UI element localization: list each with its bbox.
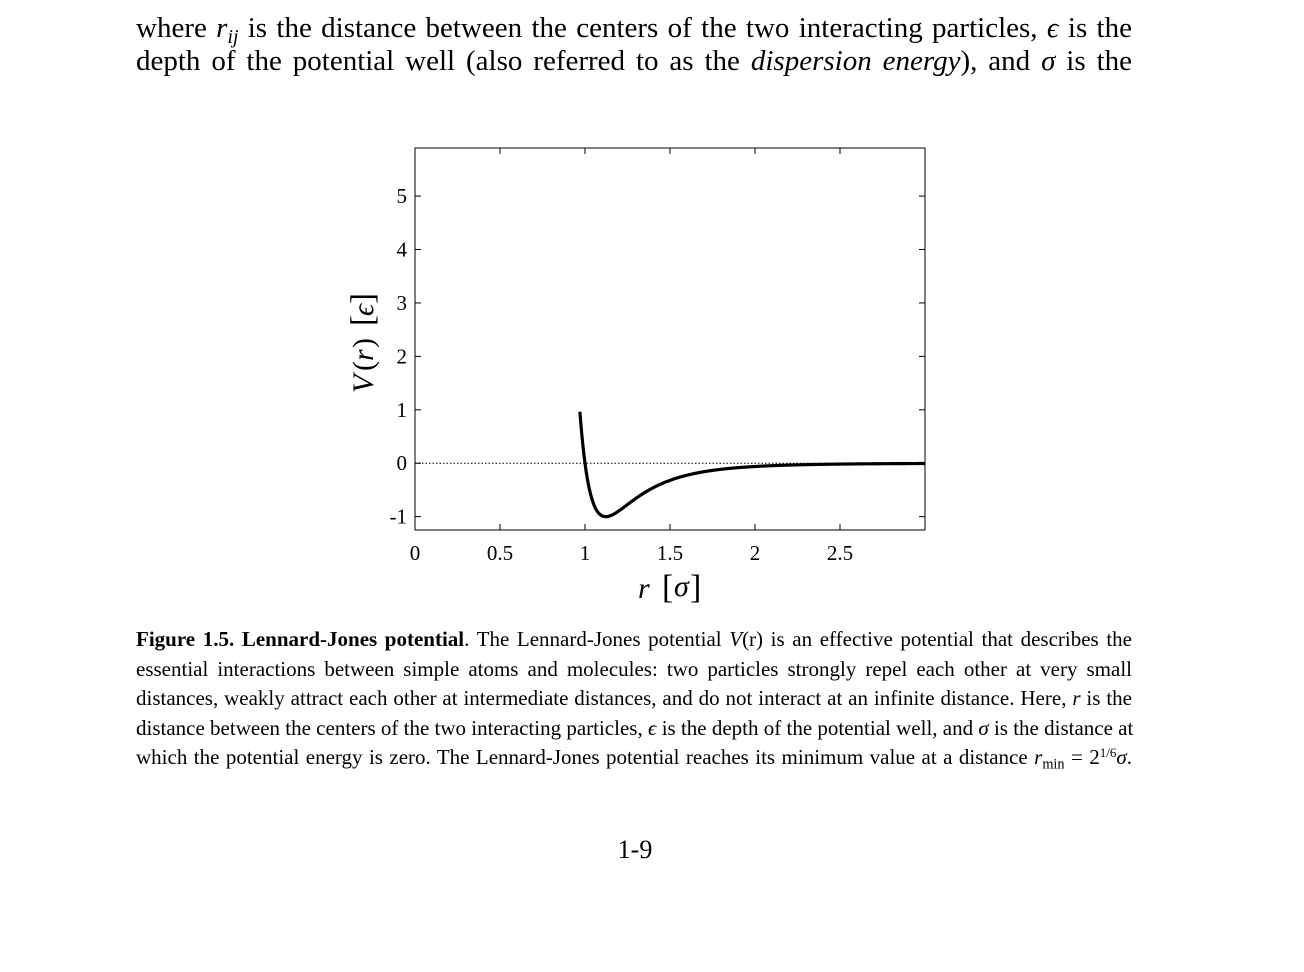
caption-line-3 <box>136 684 1132 714</box>
symbol-V: V <box>729 627 743 651</box>
symbol-r: r <box>216 12 228 44</box>
x-tick-label: 2 <box>749 541 761 565</box>
axis-ticks <box>415 148 925 530</box>
axis-tick-labels <box>390 184 854 565</box>
term-dispersion-energy: dispersion energy <box>750 45 961 77</box>
x-axis-label-r: r <box>638 572 650 605</box>
subscript-ij: ij <box>227 25 239 48</box>
caption-text: . The Lennard-Jones potential <box>464 627 730 651</box>
caption-text: distance between the centers of the two interacting particles, <box>136 715 648 740</box>
plot-frame <box>415 148 925 530</box>
intro-text: is the <box>1055 45 1132 77</box>
intro-line-2 <box>136 45 1132 78</box>
x-tick-label: 1 <box>579 541 591 565</box>
caption-label: Figure 1.5. Lennard-Jones potential <box>136 627 465 651</box>
intro-text: is the distance between the centers of the two interacting particles, <box>238 12 1047 44</box>
caption-text: essential interactions between simple atoms and molecules: two particles strongly repel each other at very small <box>136 656 1132 681</box>
intro-text: depth of the potential well (also referred to as the <box>136 45 751 77</box>
caption-text: = 2 <box>1064 745 1100 770</box>
caption-text: is the <box>1080 686 1132 711</box>
intro-text: is the <box>1058 12 1132 44</box>
caption-line-2 <box>136 655 1132 685</box>
symbol-r-paren: (r) <box>742 627 764 651</box>
symbol-r: r <box>1034 745 1043 770</box>
caption-line-5 <box>136 743 1132 773</box>
y-axis-label-epsilon: ϵ <box>347 303 380 316</box>
page-number: 1-9 <box>617 835 653 864</box>
caption-text: . <box>1126 745 1132 770</box>
symbol-sigma: σ <box>1116 745 1127 770</box>
y-axis-label-V: V <box>347 374 380 393</box>
symbol-epsilon: ϵ <box>647 715 657 740</box>
intro-paragraph <box>136 12 1132 78</box>
y-axis-label-r: r <box>347 349 380 361</box>
potential-curve <box>580 412 925 517</box>
exponent-1-6: 1/6 <box>1099 745 1117 761</box>
y-tick-label: -1 <box>389 504 407 529</box>
y-tick-label: 5 <box>396 184 407 209</box>
caption-text: is the distance at <box>988 715 1134 740</box>
x-axis-label <box>638 569 701 606</box>
x-axis-label-bracket-close: ] <box>690 569 702 606</box>
intro-text: ), and <box>960 45 1042 77</box>
x-tick-label: 0.5 <box>486 541 514 565</box>
figure-caption <box>136 625 1132 773</box>
y-tick-label: 2 <box>396 344 407 369</box>
y-tick-label: 0 <box>396 451 407 476</box>
symbol-sigma: σ <box>1041 45 1056 77</box>
x-tick-label: 2.5 <box>826 541 854 565</box>
y-axis-label-paren-close: ) <box>347 338 380 348</box>
y-tick-label: 3 <box>396 290 407 315</box>
caption-text: which the potential energy is zero. The Lennard-Jones potential reaches its minimum value at a distance <box>136 745 1035 770</box>
symbol-r: r <box>1072 686 1081 711</box>
x-axis-label-bracket-open: [ <box>662 569 674 606</box>
caption-line-1 <box>136 625 1132 655</box>
symbol-sigma: σ <box>978 715 989 740</box>
symbol-epsilon: ϵ <box>1046 12 1059 44</box>
caption-text: is the depth of the potential well, and <box>656 715 979 740</box>
y-axis-label <box>345 293 381 393</box>
x-tick-label: 1.5 <box>656 541 684 565</box>
y-axis-label-bracket-close: ] <box>345 293 381 304</box>
x-axis-label-sigma: σ <box>674 570 689 603</box>
caption-text: distances, weakly attract each other at intermediate distances, and do not interact at an infinite distance. Here, <box>136 686 1073 711</box>
y-tick-label: 1 <box>396 397 407 422</box>
caption-text: is an effective potential that describes the <box>763 627 1132 651</box>
caption-line-4 <box>136 714 1132 744</box>
y-tick-label: 4 <box>396 237 407 262</box>
y-axis-label-paren-open: ( <box>347 361 380 371</box>
y-axis-label-bracket-open: [ <box>345 315 381 326</box>
subscript-min: min <box>1042 756 1065 773</box>
intro-text: where <box>136 12 217 44</box>
x-tick-label: 0 <box>409 541 421 565</box>
intro-line-1 <box>136 12 1132 48</box>
